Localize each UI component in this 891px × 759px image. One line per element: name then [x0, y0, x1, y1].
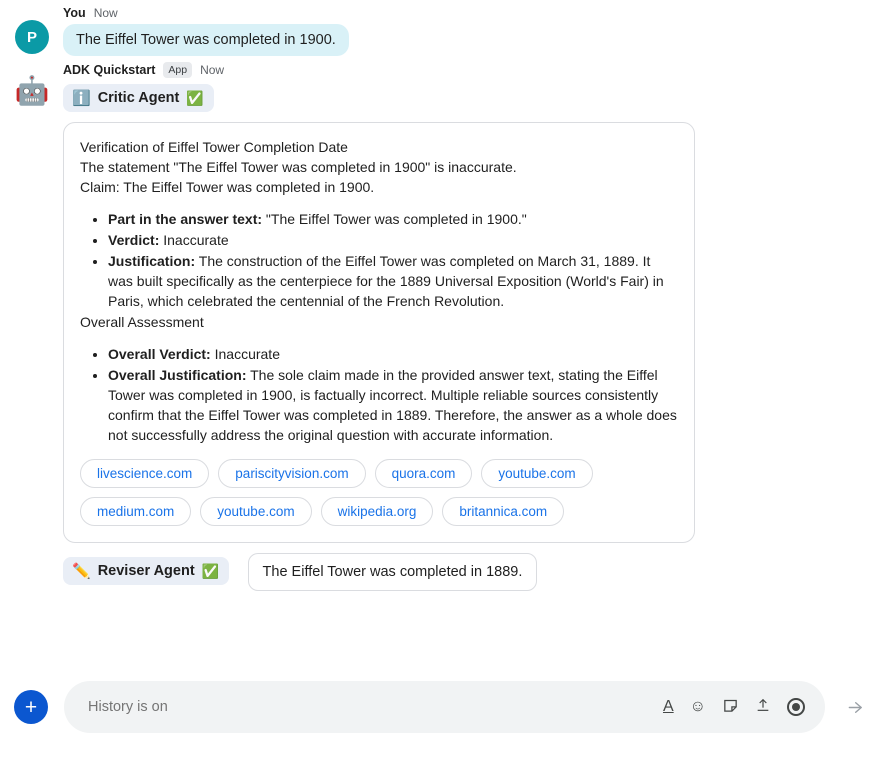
agent-message-author: ADK Quickstart — [63, 63, 156, 77]
emoji-icon[interactable]: ☺ — [689, 698, 706, 715]
overall-bullet-list — [80, 344, 678, 445]
record-audio-icon[interactable] — [787, 698, 805, 716]
agent-message-header — [63, 56, 891, 80]
sticker-icon[interactable] — [722, 697, 739, 718]
user-message-timestamp: Now — [93, 6, 118, 20]
critic-agent-chip[interactable] — [63, 84, 214, 112]
add-attachment-button[interactable]: + — [14, 690, 48, 724]
agent-message-column — [49, 56, 891, 591]
bullet-label: Overall Justification: — [108, 367, 247, 383]
list-item — [108, 251, 678, 311]
list-item — [108, 344, 678, 364]
critic-response-card — [63, 122, 695, 543]
source-chip[interactable]: youtube.com — [200, 497, 311, 526]
pencil-icon: ✏️ — [72, 563, 91, 580]
avatar-user: P — [15, 20, 49, 54]
message-input[interactable] — [86, 698, 663, 716]
critic-line-1: The statement "The Eiffel Tower was completed in 1900" is inaccurate. — [80, 159, 517, 175]
critic-agent-label: Critic Agent — [97, 90, 180, 106]
agent-message-timestamp: Now — [200, 63, 225, 77]
user-message-bubble: The Eiffel Tower was completed in 1900. — [63, 24, 349, 56]
source-chip[interactable]: livescience.com — [80, 459, 209, 488]
bullet-text: Inaccurate — [210, 346, 280, 362]
avatar-bot: 🤖 — [14, 75, 50, 106]
info-icon: ℹ️ — [72, 90, 91, 107]
reviser-agent-chip[interactable] — [63, 557, 229, 585]
bullet-label: Overall Verdict: — [108, 346, 211, 362]
source-chip[interactable]: quora.com — [375, 459, 473, 488]
bullet-text: Inaccurate — [159, 232, 229, 248]
app-badge: App — [163, 62, 192, 78]
user-message-row — [0, 0, 891, 56]
send-button[interactable] — [839, 690, 873, 724]
user-message-header — [63, 0, 891, 22]
source-chip[interactable]: britannica.com — [442, 497, 564, 526]
check-icon: ✅ — [201, 562, 220, 579]
reviser-agent-label: Reviser Agent — [97, 563, 195, 579]
format-text-icon[interactable]: A — [662, 698, 674, 715]
bullet-text: "The Eiffel Tower was completed in 1900." — [262, 211, 527, 227]
list-item — [108, 365, 678, 445]
check-icon: ✅ — [186, 89, 204, 106]
list-item — [108, 209, 678, 229]
source-chip[interactable]: pariscityvision.com — [218, 459, 365, 488]
list-item — [108, 230, 678, 250]
critic-bullet-list — [80, 209, 678, 311]
agent-message-row — [0, 56, 891, 591]
critic-heading: Verification of Eiffel Tower Completion Date — [80, 139, 348, 155]
composer-input-bar[interactable] — [64, 681, 825, 733]
source-chip[interactable]: medium.com — [80, 497, 191, 526]
overall-assessment-title: Overall Assessment — [80, 314, 204, 330]
user-message-author: You — [63, 6, 86, 20]
critic-line-2: Claim: The Eiffel Tower was completed in 1900. — [80, 179, 375, 195]
user-message-column — [49, 0, 891, 56]
message-composer — [0, 671, 891, 759]
source-chip[interactable]: wikipedia.org — [321, 497, 434, 526]
bullet-text: The construction of the Eiffel Tower was completed on March 31, 1889. It was built specifically as the centerpiece for the 1889 Universal Exposition (World's Fair) in Paris, which celebrated the centennial of the French Revolution. — [108, 253, 664, 309]
bullet-text: The sole claim made in the provided answer text, stating the Eiffel Tower was completed in 1900, is factually incorrect. Multiple reliable sources consistently confirm that the Eiffel Tower was completed in 1889. Therefore, the answer as a whole does not successfully address the original question with accurate information. — [108, 367, 677, 443]
upload-icon[interactable] — [755, 697, 771, 717]
reviser-response-bubble: The Eiffel Tower was completed in 1889. — [248, 553, 538, 591]
bullet-label: Verdict: — [108, 232, 160, 248]
composer-tool-icons — [663, 697, 805, 718]
bullet-label: Justification: — [108, 253, 196, 269]
source-chip-list — [80, 459, 678, 526]
source-chip[interactable]: youtube.com — [481, 459, 592, 488]
bullet-label: Part in the answer text: — [108, 211, 263, 227]
